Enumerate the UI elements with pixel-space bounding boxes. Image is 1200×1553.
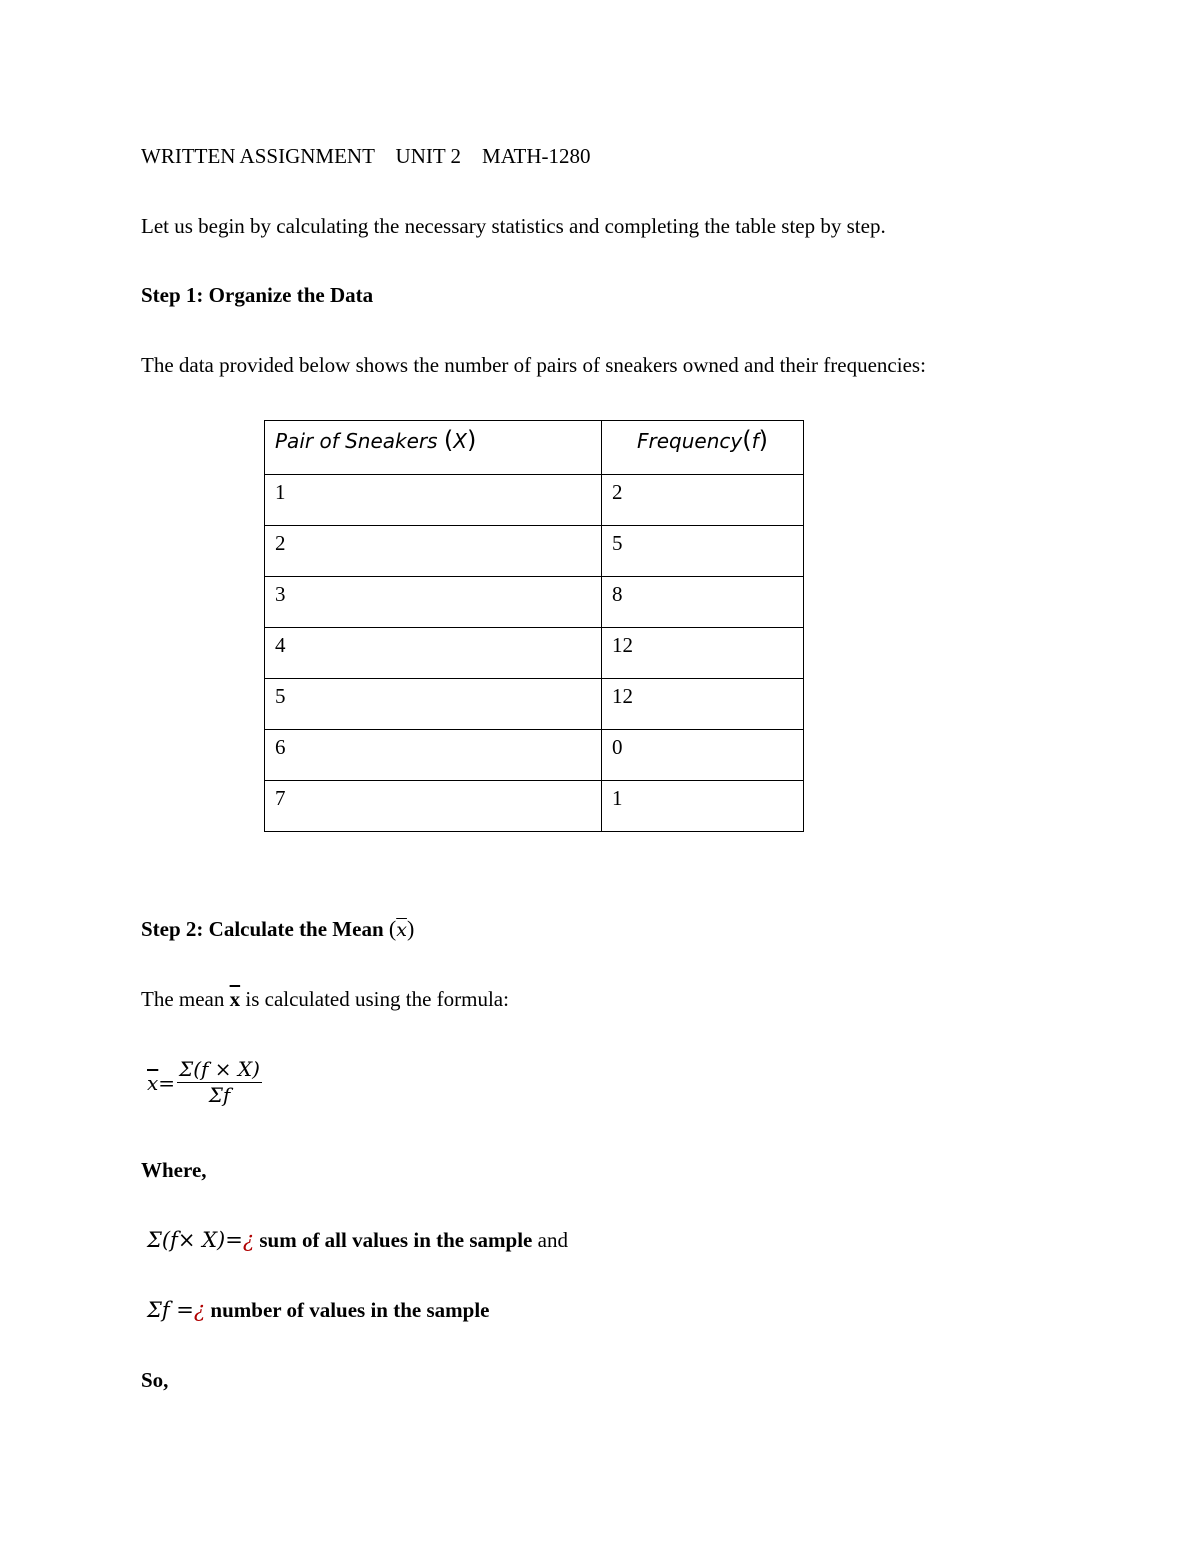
step2-heading: Step 2: Calculate the Mean $(\overline{x})$ [141,916,415,941]
intro-paragraph: Let us begin by calculating the necessary statistics and completing the table step by step. [141,214,886,238]
formula-denominator: Σf [208,1083,231,1107]
where-label: Where, [141,1158,207,1182]
formula-fraction [177,1058,262,1107]
document-title: WRITTEN ASSIGNMENT UNIT 2 MATH-1280 [141,144,591,168]
cell-x: 6 [265,730,602,781]
formula-xbar: $\overline{x}$ [147,1070,159,1095]
table-row [265,628,804,679]
so-label: So, [141,1368,169,1392]
cell-x: 2 [265,526,602,577]
column-header-pairs: Pair of Sneakers (X) [265,421,602,475]
table-row [265,679,804,730]
definition-sum: Σ(f× X)=¿ sum of all values in the sample and [147,1228,568,1252]
step1-text: The data provided below shows the number of pairs of sneakers owned and their frequencies: [141,353,926,377]
definition-count: Σf =¿ number of values in the sample [147,1298,490,1322]
table-row [265,730,804,781]
cell-f: 5 [602,526,804,577]
cell-f: 0 [602,730,804,781]
cell-f: 2 [602,475,804,526]
table-row [265,781,804,832]
frequency-table [264,420,804,832]
table-row [265,526,804,577]
cell-x: 7 [265,781,602,832]
cell-x: 3 [265,577,602,628]
column-header-frequency: Frequency(f) [602,421,804,475]
cell-f: 12 [602,679,804,730]
table-row [265,475,804,526]
formula-equals: = [158,1070,176,1095]
formula-numerator: Σ(f × X) [179,1057,260,1081]
mean-formula [147,1058,262,1107]
cell-f: 12 [602,628,804,679]
cell-x: 5 [265,679,602,730]
cell-f: 8 [602,577,804,628]
step2-text: The mean $\overline{x}$ is calculated using the formula: [141,987,509,1011]
cell-x: 4 [265,628,602,679]
cell-x: 1 [265,475,602,526]
cell-f: 1 [602,781,804,832]
table-row [265,577,804,628]
step1-heading: Step 1: Organize the Data [141,283,374,307]
table-header-row [265,421,804,475]
